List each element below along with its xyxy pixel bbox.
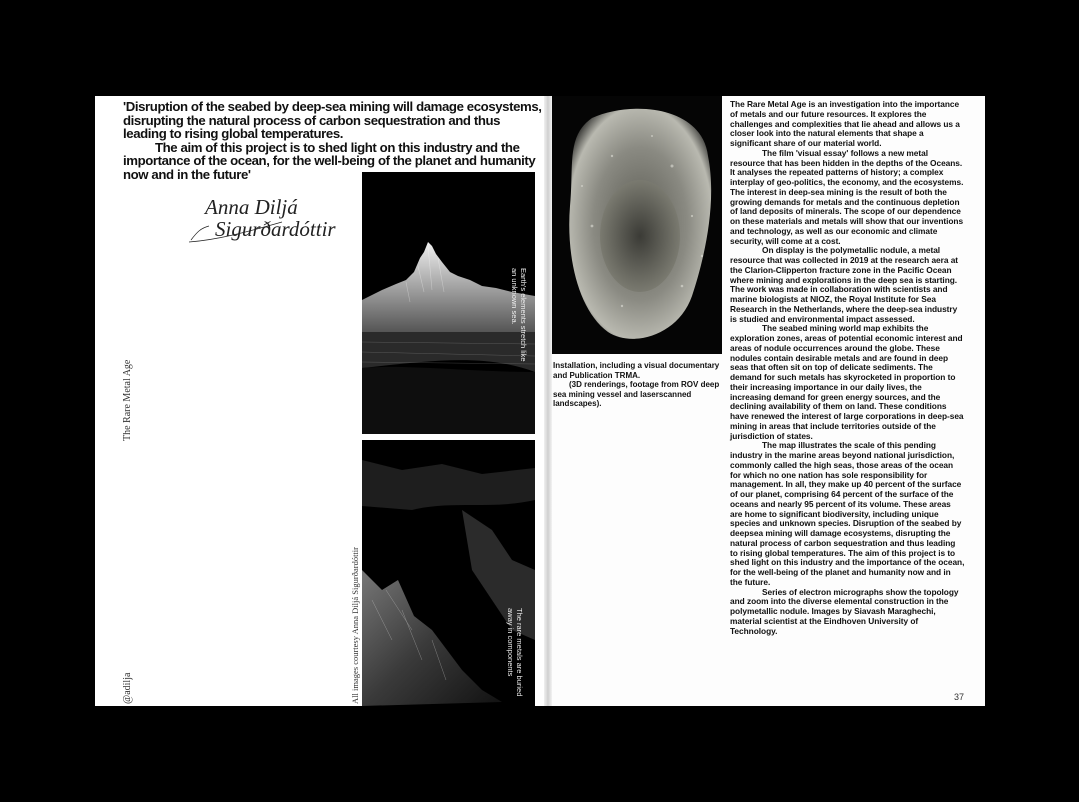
left-page [95,96,547,706]
running-head: The Rare Metal Age [122,359,133,441]
body-paragraph: The map illustrates the scale of this pending industry in the marine areas beyond national jurisdiction, commonly called the high seas, those areas of the ocean for which no one nation has sole responsibility for management. In all, they make up 40 percent of the surface of our planet, comprising 64 percent of the surface of the oceans and nearly 95 percent of its volume. These areas are home to significant biodiversity, including unique species and unknown species. Disruption of the seabed by deepsea mining will damage ecosystems, disrupting the natural process of carbon sequestration and thus leading to rising global temperatures. The aim of this project is to shed light on this industry and the importance of the ocean, for the well-being of the planet and humanity now and in the future. [730,440,965,587]
page-number: 37 [954,692,965,702]
photo-top-caption [510,268,528,362]
photo-top-caption-line-2: an unknown sea. [510,268,519,325]
mountain-landscape-photo [362,172,535,434]
body-paragraph: The film 'visual essay' follows a new metal resource that has been hidden in the depths of the Oceans. It analyses the repeated patterns of history; a complex interplay of geo-politics, the economy, and the ecosystems. The interest in deep-sea mining is the result of both the growing demands for metals and the continuous depletion of land deposits of minerals. The scope of our dependence on these materials and metals will show that our inventions and technology, as well as our economic and climate security, will come at a cost. [730,147,964,246]
rock-components-photo [362,440,535,706]
signature-line-1: Anna Diljá [205,195,298,219]
body-text [730,100,965,636]
photo-bottom-caption-line-1: The rare metals are buried [515,608,524,697]
installation-caption-line-2: (3D renderings, footage from ROV deep sea mining vessel and laserscanned landscapes). [553,380,720,408]
signature-graphic [187,192,357,244]
polymetallic-nodule-photo [552,96,722,354]
book-gutter [544,96,552,706]
author-handle: @adilja [122,672,133,704]
signature-line-2: Sigurðardóttir [215,217,336,241]
pull-quote [123,100,543,181]
photo-bottom-caption-line-2: away in components [506,608,515,677]
photo-bottom-caption [506,608,524,696]
body-paragraph: On display is the polymetallic nodule, a metal resource that was collected in 2019 at the research aera at the Clarion-Clipperton fracture zone in the Pacific Ocean where mining and explorations in the deep sea is starting. The work was made in collaboration with scientists and marine biologists at NIOZ, the Royal Institute for Sea Research in the Netherlands, where the deep-sea industry is studied and environmental impact assessed. [730,245,959,324]
body-paragraph: The seabed mining world map exhibits the exploration zones, areas of potential economic interest and areas of nodule occurrences around the globe. These nodules contain desirable metals and are found in deep seas that often sit on top of delicate sediments. The demand for such metals has skyrocketed in proportion to their increasing importance in our daily lives, the increasing demand for green energy sources, and the declining availability of them on land. These conditions have renewed the interest of large corporations in deep-sea mining in areas that include territories outside of the jurisdiction of states. [730,323,964,441]
nodule-graphic [552,96,722,354]
body-paragraph: Series of electron micrographs show the topology and zoom into the diverse elemental construction in the polymetallic nodule. Images by Siavash Maraghechi, material scientist at the Eindhoven University of Technology. [730,586,959,636]
installation-caption-line-1: Installation, including a visual documentary and Publication TRMA. [553,361,720,380]
image-credit: All images courtesy Anna Diljá Sigurðardóttir [350,547,360,704]
installation-caption [553,361,725,409]
pull-quote-line-1: 'Disruption of the seabed by deep-sea mining will damage ecosystems, disrupting the natural process of carbon sequestration and thus leading to rising global temperatures. [123,99,542,141]
body-paragraph: The Rare Metal Age is an investigation into the importance of metals and our future resources. It explores the challenges and complexities that lie ahead and allows us a closer look into the natural elements that shape a significant share of our material world. [730,99,960,148]
pull-quote-line-2: The aim of this project is to shed light on this industry and the importance of the ocean, for the well-being of the planet and humanity now and in the future' [123,139,536,182]
right-page [547,96,985,706]
photo-top-caption-line-1: Earth's elements stretch like [519,268,528,362]
